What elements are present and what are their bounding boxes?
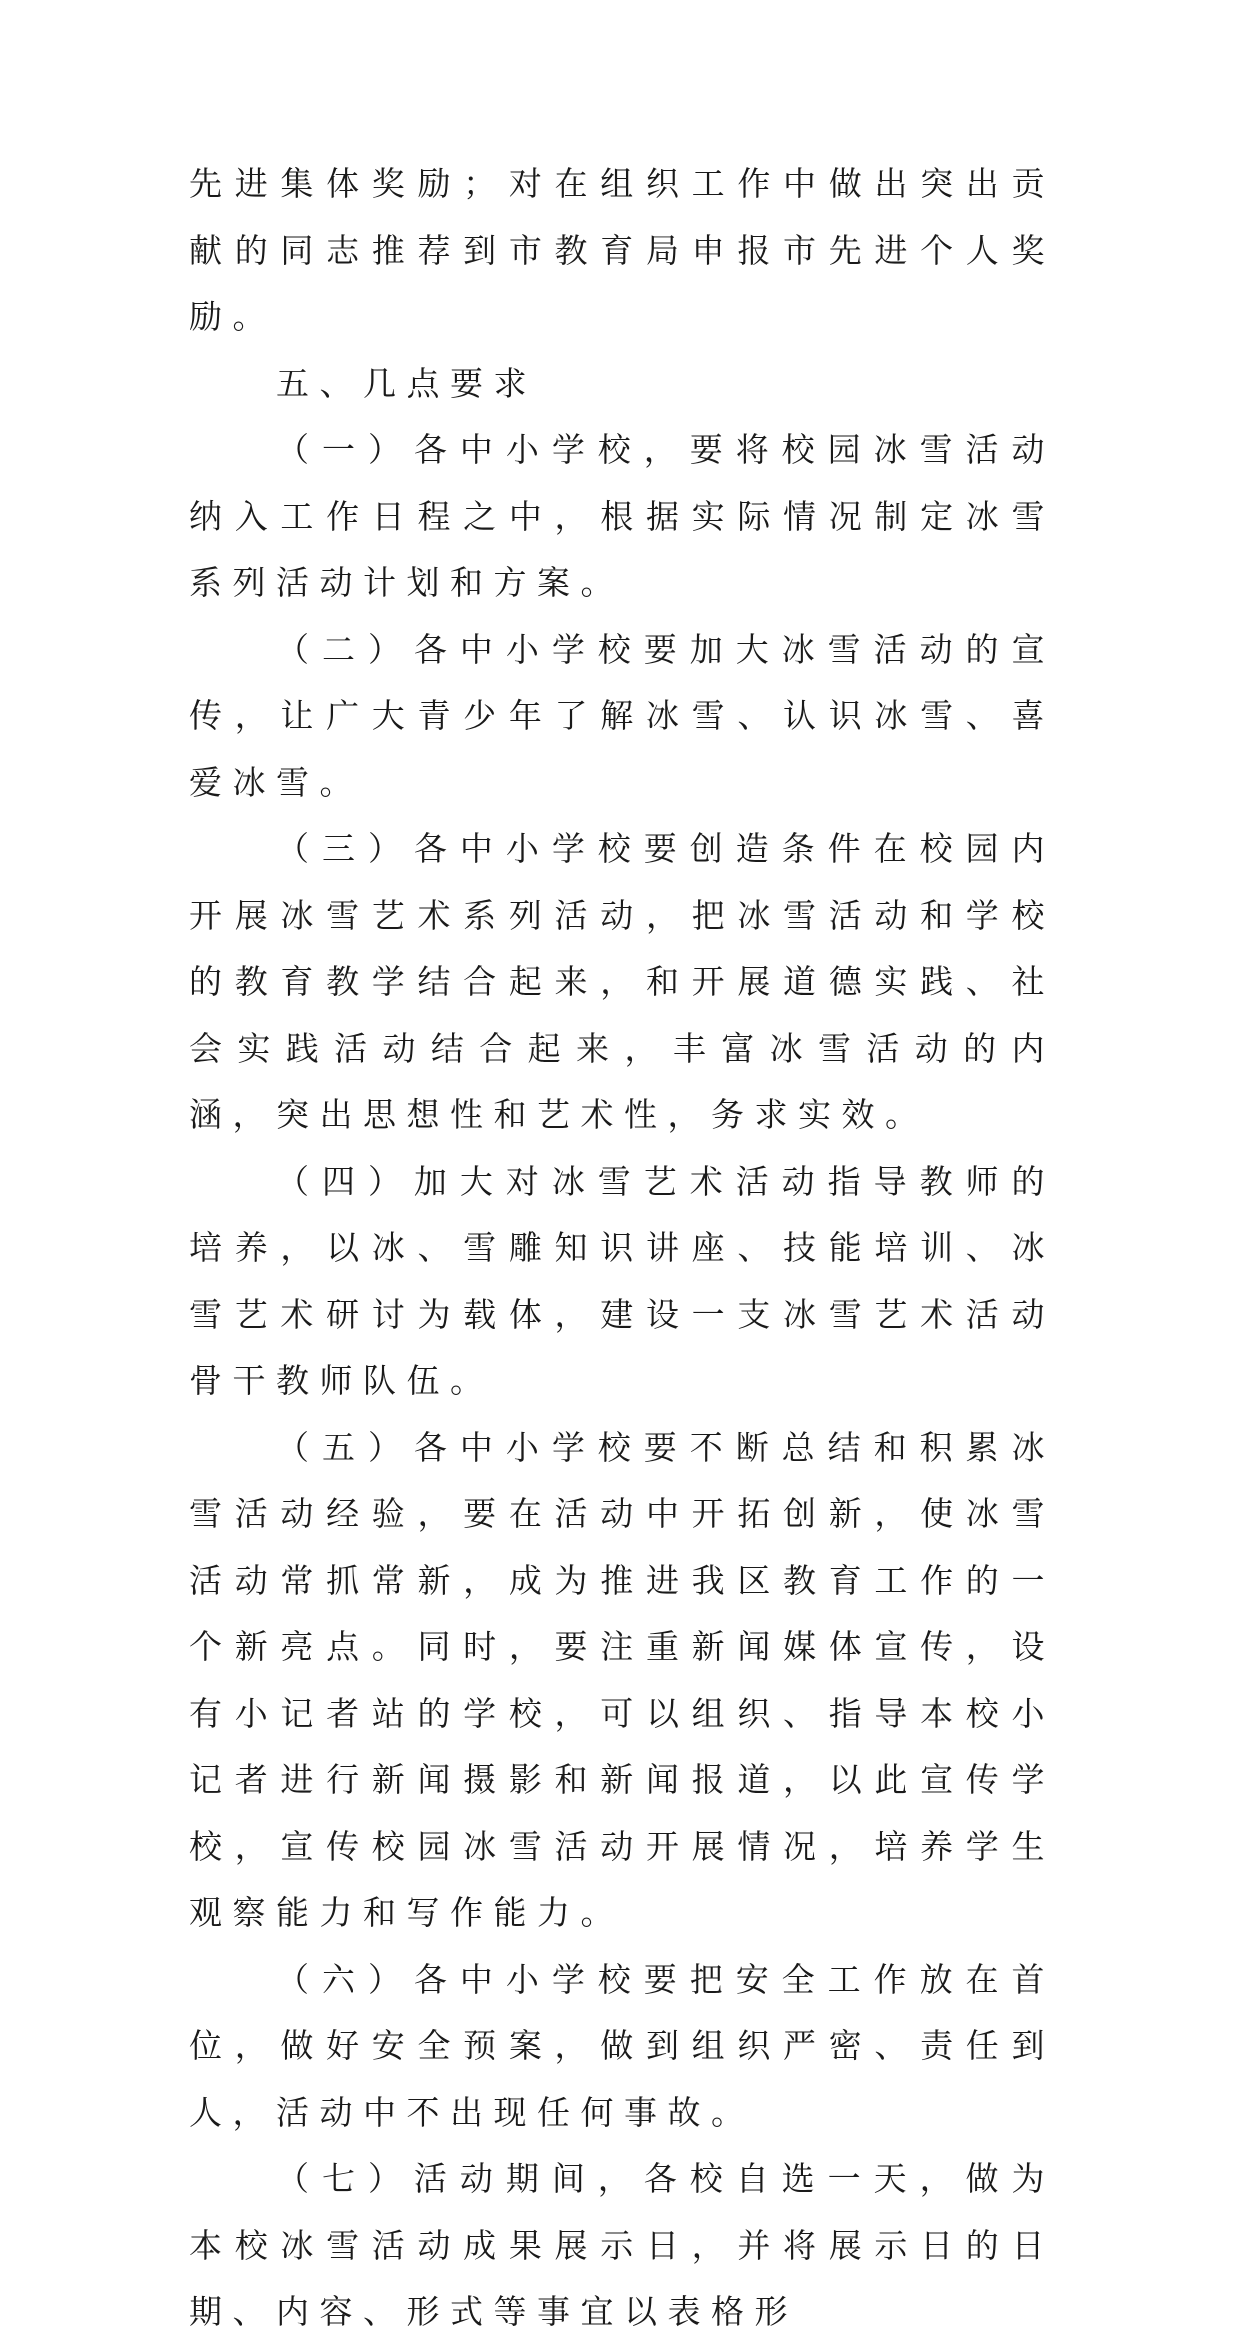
- requirement-item-6: （六）各中小学校要把安全工作放在首位，做好安全预案，做到组织严密、责任到人，活动中不出现任何事故。: [189, 1959, 1055, 2132]
- document-body: [189, 151, 1055, 2346]
- requirement-item-2: （二）各中小学校要加大冰雪活动的宣传，让广大青少年了解冰雪、认识冰雪、喜爱冰雪。: [189, 629, 1055, 802]
- requirement-item-5: （五）各中小学校要不断总结和积累冰雪活动经验，要在活动中开拓创新，使冰雪活动常抓常新，成为推进我区教育工作的一个新亮点。同时，要注重新闻媒体宣传，设有小记者站的学校，可以组织、指导本校小记者进行新闻摄影和新闻报道，以此宣传学校，宣传校园冰雪活动开展情况，培养学生观察能力和写作能力。: [189, 1427, 1055, 1932]
- requirement-item-7: （七）活动期间，各校自选一天，做为本校冰雪活动成果展示日，并将展示日的日期、内容、形式等事宜以表格形: [189, 2159, 1055, 2331]
- requirement-item-1: （一）各中小学校，要将校园冰雪活动纳入工作日程之中，根据实际情况制定冰雪系列活动计划和方案。: [189, 430, 1055, 602]
- requirement-item-3: （三）各中小学校要创造条件在校园内开展冰雪艺术系列活动，把冰雪活动和学校的教育教学结合起来，和开展道德实践、社会实践活动结合起来，丰富冰雪活动的内涵，突出思想性和艺术性，务求实效。: [189, 829, 1055, 1134]
- section-heading-requirements: 五、几点要求: [276, 363, 537, 403]
- requirement-item-4: （四）加大对冰雪艺术活动指导教师的培养，以冰、雪雕知识讲座、技能培训、冰雪艺术研讨为载体，建设一支冰雪艺术活动骨干教师队伍。: [189, 1161, 1055, 1400]
- paragraph-award-continuation: 先进集体奖励；对在组织工作中做出突出贡献的同志推荐到市教育局申报市先进个人奖励。: [189, 164, 1055, 336]
